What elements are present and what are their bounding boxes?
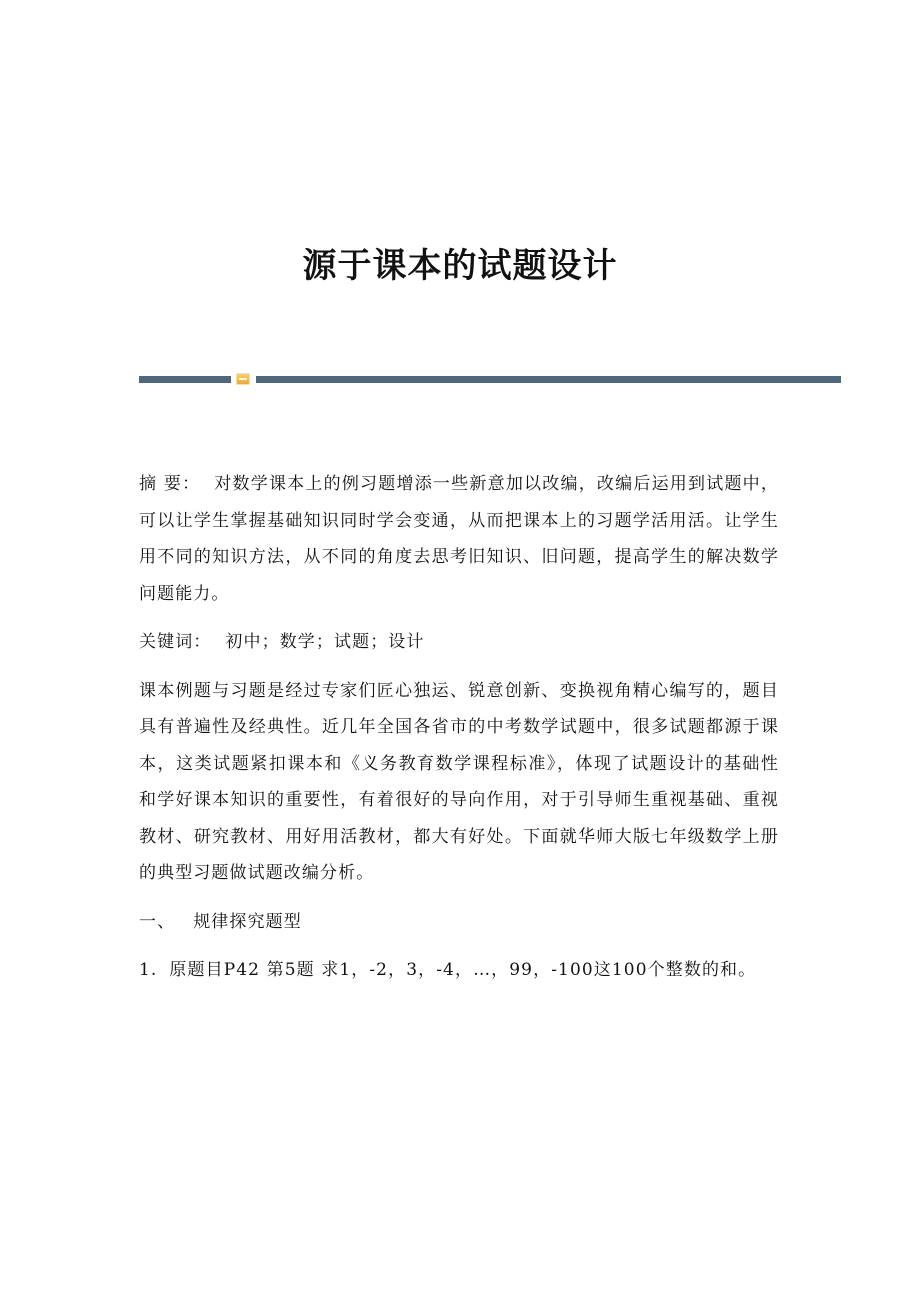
keywords-text: 初中；数学；试题；设计 <box>225 632 425 652</box>
problem-text: 原题目P42 第5题 求1，-2，3，-4，…，99，-100这100个整数的和。 <box>169 960 757 980</box>
abstract-label: 摘 要： <box>139 474 201 494</box>
document-title: 源于课本的试题设计 <box>302 245 618 286</box>
document-body <box>139 466 779 989</box>
keywords-label: 关键词： <box>139 632 212 652</box>
section-number: 一、 <box>139 911 176 932</box>
section-heading <box>139 904 779 941</box>
divider-bar-right <box>256 376 841 383</box>
divider-emblem-icon <box>236 373 250 385</box>
divider-bar-left <box>139 376 231 383</box>
title-divider <box>139 372 841 386</box>
keywords-paragraph <box>139 624 779 661</box>
abstract-paragraph <box>139 466 779 612</box>
problem-item <box>139 952 779 989</box>
abstract-text: 对数学课本上的例习题增添一些新意加以改编，改编后运用到试题中，可以让学生掌握基础知识同时学会变通，从而把课本上的习题学活用活。让学生用不同的知识方法，从不同的角度去思考旧知识、旧问题，提高学生的解决数学问题能力。 <box>139 474 779 604</box>
problem-number: 1. <box>139 960 158 980</box>
section-title: 规律探究题型 <box>193 911 302 932</box>
body-paragraph: 课本例题与习题是经过专家们匠心独运、锐意创新、变换视角精心编写的，题目具有普遍性及经典性。近几年全国各省市的中考数学试题中，很多试题都源于课本，这类试题紧扣课本和《义务教育数学课程标准》，体现了试题设计的基础性和学好课本知识的重要性，有着很好的导向作用，对于引导师生重视基础、重视教材、研究教材、用好用活教材，都大有好处。下面就华师大版七年级数学上册的典型习题做试题改编分析。 <box>139 680 779 883</box>
